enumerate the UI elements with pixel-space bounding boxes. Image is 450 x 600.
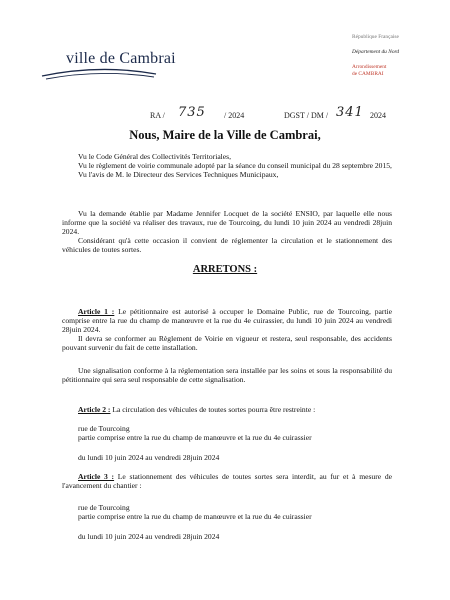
vu-line: Vu l'avis de M. le Directeur des Services Techniques Municipaux, [78, 170, 279, 179]
article-3-street: rue de Tourcoing [78, 503, 130, 512]
article-1-text: Le pétitionnaire est autorisé à occuper le Domaine Public, rue de Tourcoing, partie comprise entre la rue du champ de manœuvre et la rue du 4e cuirassier, du lundi 10 juin 2024 au vendredi 28juin 2024. [62, 307, 392, 334]
side-departement: Département du Nord [352, 49, 400, 55]
article-2-details [62, 424, 392, 442]
article-2-street: rue de Tourcoing [78, 424, 130, 433]
dgst-year: 2024 [370, 111, 386, 120]
article-3-portion: partie comprise entre la rue du champ de manœuvre et la rue du 4e cuirassier [78, 512, 312, 521]
article-2-dates: du lundi 10 juin 2024 au vendredi 28juin 2024 [78, 453, 220, 462]
dgst-number: 341 [336, 105, 364, 120]
page-title: Nous, Maire de la Ville de Cambrai, [129, 128, 321, 142]
article-3-text: Le stationnement des véhicules de toutes sortes sera interdit, au fur et à mesure de l'avancement du chantier : [62, 472, 392, 490]
side-republique: République Française [352, 34, 399, 40]
article-1 [62, 307, 392, 352]
logo-text: ville de Cambrai [66, 50, 176, 67]
side-arrondissement-2: de CAMBRAI [352, 71, 384, 77]
vu-line: Vu le Code Général des Collectivités Territoriales, [78, 152, 232, 161]
article-2-text: La circulation des véhicules de toutes sortes pourra être restreinte : [112, 405, 316, 414]
ra-number: 735 [178, 105, 206, 120]
arretons-heading: ARRETONS : [192, 264, 258, 275]
vu-block [62, 152, 392, 179]
ra-label: RA / [150, 111, 165, 120]
article-3-dates-block [62, 532, 392, 541]
article-1-text3: Une signalisation conforme à la réglementation sera installée par les soins et sous la responsabilité du pétitionnaire qui sera seul responsable de cette signalisation. [62, 366, 392, 384]
considerant-text: Considérant qu'à cette occasion il convient de réglementer la circulation et le stationnement des véhicules de toutes sortes. [62, 236, 392, 254]
article-3-label: Article 3 : [78, 472, 115, 481]
article-2 [62, 405, 392, 414]
article-3-dates: du lundi 10 juin 2024 au vendredi 28juin 2024 [78, 532, 220, 541]
logo-wave-icon [40, 66, 158, 80]
article-3-details [62, 503, 392, 521]
vu-line: Vu le règlement de voirie communale adopté par la séance du conseil municipal du 28 septembre 2015, [78, 161, 392, 170]
article-1-text2: Il devra se conformer au Règlement de Voirie en vigueur et restera, seul responsable, des accidents pouvant survenir du fait de cette installation. [62, 334, 392, 352]
dgst-label: DGST / DM / [284, 111, 329, 120]
article-2-dates-block [62, 453, 392, 462]
article-3 [62, 472, 392, 490]
demande-block [62, 209, 392, 254]
article-1-signalisation [62, 366, 392, 384]
article-2-portion: partie comprise entre la rue du champ de manœuvre et la rue du 4e cuirassier [78, 433, 312, 442]
article-2-label: Article 2 : [78, 405, 111, 414]
article-1-label: Article 1 : [78, 307, 115, 316]
demande-text: Vu la demande établie par Madame Jennifer Locquet de la société ENSIO, par laquelle elle nous informe que la société va réaliser des travaux, rue de Tourcoing, du lundi 10 juin 2024 au vendredi 28juin 2024. [62, 209, 392, 236]
side-arrondissement-1: Arrondissement [352, 64, 387, 70]
ra-year: / 2024 [224, 111, 245, 120]
